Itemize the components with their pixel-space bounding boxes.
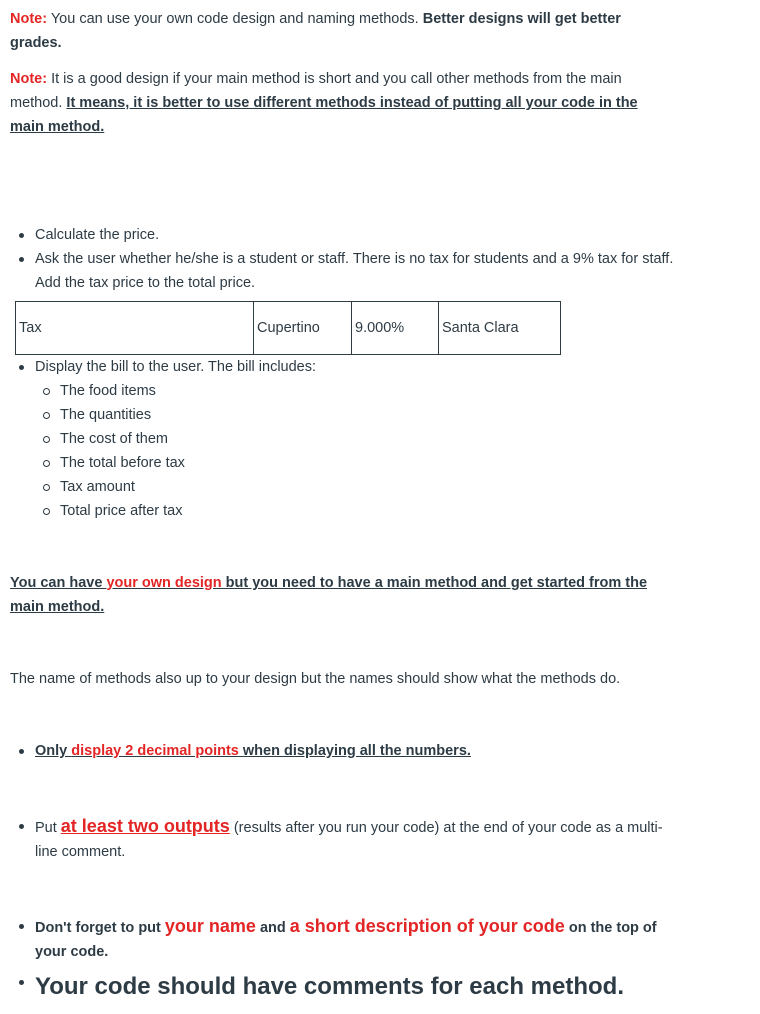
name-desc-list bbox=[10, 914, 670, 964]
name-desc-text: Don't forget to put bbox=[35, 920, 165, 936]
list-item bbox=[10, 970, 710, 1004]
list-item: The food items bbox=[10, 379, 690, 403]
tax-table bbox=[15, 301, 561, 355]
list-item: The quantities bbox=[10, 403, 690, 427]
decimal-list bbox=[10, 739, 690, 763]
tax-label-cell: Tax bbox=[19, 320, 42, 336]
naming-note: The name of methods also up to your design but the names should show what the methods do. bbox=[10, 671, 621, 687]
outputs-text: Put bbox=[35, 820, 61, 836]
bill-subitems bbox=[10, 379, 690, 523]
decimal-text: when displaying all the numbers. bbox=[238, 743, 471, 759]
design-text: but you need to have a main method and get started from the main method. bbox=[10, 575, 648, 615]
table-row bbox=[16, 302, 561, 355]
design-highlight: your own design bbox=[106, 575, 222, 591]
list-item bbox=[10, 814, 670, 864]
outputs-highlight: at least two outputs bbox=[60, 816, 230, 836]
list-item bbox=[10, 739, 690, 763]
note-design bbox=[10, 7, 670, 55]
description-highlight: a short description of your code bbox=[289, 916, 565, 936]
note-label: Note: bbox=[10, 11, 48, 27]
design-requirement bbox=[10, 571, 670, 619]
note-text: You can use your own code design and naming methods. bbox=[47, 11, 423, 27]
note-text: It is a good design if your main method is short and you call other methods from the main method. bbox=[10, 71, 622, 111]
comments-text: Your code should have comments for each method. bbox=[35, 973, 624, 1000]
list-item: Ask the user whether he/she is a student or staff. There is no tax for students and a 9% tax for staff. Add the tax price to the total price. bbox=[10, 247, 690, 295]
bill-list bbox=[10, 355, 690, 379]
note-main-method bbox=[10, 67, 670, 139]
outputs-text: (results after you run your code) at the end of your code as a multi-line comment. bbox=[35, 820, 663, 860]
note-bold-underline: It means, it is better to use different methods instead of putting all your code in the main method. bbox=[10, 95, 638, 135]
list-item bbox=[10, 355, 690, 379]
tax-rate-cell: 9.000% bbox=[352, 302, 439, 355]
note-label: Note: bbox=[10, 71, 48, 87]
list-item: Tax amount bbox=[10, 475, 690, 499]
city-santa-clara-cell: Santa Clara bbox=[439, 302, 561, 355]
note-bold: Better designs will get better grades. bbox=[10, 11, 621, 51]
city-cupertino-cell: Cupertino bbox=[254, 302, 352, 355]
design-text: You can have bbox=[10, 575, 107, 591]
name-desc-text: and bbox=[255, 920, 290, 936]
decimal-highlight: display 2 decimal points bbox=[71, 743, 239, 759]
name-highlight: your name bbox=[164, 916, 256, 936]
list-item: Calculate the price. bbox=[10, 223, 690, 247]
name-desc-text: on the top of your code. bbox=[35, 920, 657, 960]
decimal-text: Only bbox=[35, 743, 72, 759]
outputs-list bbox=[10, 814, 670, 864]
bill-intro: Display the bill to the user. The bill includes: bbox=[35, 359, 317, 375]
task-list bbox=[10, 223, 690, 295]
list-item: The total before tax bbox=[10, 451, 690, 475]
list-item: Total price after tax bbox=[10, 499, 690, 523]
list-item: The cost of them bbox=[10, 427, 690, 451]
comments-list bbox=[10, 970, 710, 1004]
list-item bbox=[10, 914, 670, 964]
